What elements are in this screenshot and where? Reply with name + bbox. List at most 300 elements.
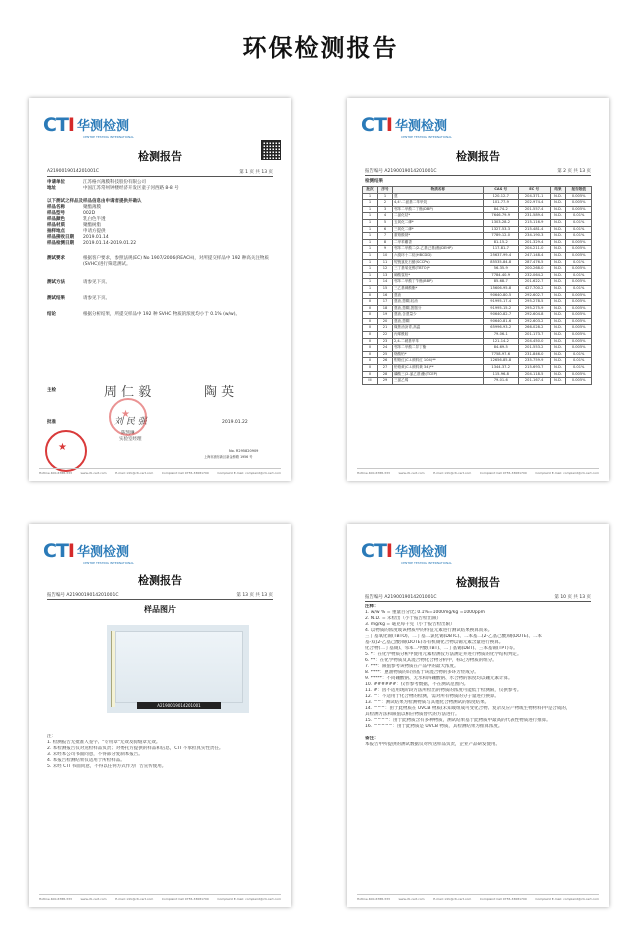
table-cell: 重铬酸钠* xyxy=(392,233,483,240)
table-header-row: 批次 序号 物质名称 CAS 号 EC 号 结果 报告限值 xyxy=(363,187,592,194)
table-cell: 91995-15-2 xyxy=(483,305,518,312)
sample-field: 样品接收日期 2019.01.14 xyxy=(47,235,109,240)
table-cell: 1 xyxy=(363,279,378,286)
table-cell: 0.005% xyxy=(566,246,592,253)
table-row xyxy=(363,239,592,246)
table-cell: N.D. xyxy=(550,239,566,246)
table-cell: 1 xyxy=(363,252,378,259)
table-row xyxy=(363,345,592,352)
table-row xyxy=(363,318,592,325)
results-table xyxy=(362,186,592,385)
table-cell: 15 xyxy=(377,285,392,292)
report-page-3 xyxy=(29,524,291,907)
table-cell: 铅铬黄(C.I.颜料黄 34)** xyxy=(392,365,483,372)
logo-cn: 华测检测 xyxy=(394,119,447,134)
table-cell: 81-15-2 xyxy=(483,239,518,246)
note-line: 15. ^^^^：由于此物质含有多种物质，测试结果基于此物质中最高的代表性物质进行推算。 xyxy=(365,718,551,723)
table-cell: 201-167-4 xyxy=(518,378,550,385)
table-cell: 266-028-2 xyxy=(518,325,550,332)
table-cell: 19 xyxy=(377,312,392,319)
doc-title: 检测报告 xyxy=(138,150,182,163)
sample-photo-title: 样品图片 xyxy=(144,605,176,614)
table-cell: 1327-53-3 xyxy=(483,226,518,233)
note-line: 14. ^^^：由于此物质在 UVCB 物质(未知或组成可变化合物、复杂反应产物或生物材料)中是合成的， xyxy=(365,706,571,711)
table-cell: 0.005% xyxy=(566,193,592,200)
table-cell: 12 xyxy=(377,266,392,273)
page-footer: Hotline 400-6788-333 www.cti-cert.com E-mail: info@cti-cert.com Complaint Call 0755-33681700 Complaint E-mail: complaint@cti-cert.com xyxy=(39,894,281,901)
table-cell: 25 xyxy=(377,351,392,358)
table-cell: 3 xyxy=(377,206,392,213)
logo-cn: 华测检测 xyxy=(76,545,129,560)
field-conclusion: 结论 根据分析结果，所提交样品中 192 种 SVHC 物质的浓度均小于 0.1% (w/w)。 xyxy=(47,312,240,317)
table-cell: 二氯化钴* xyxy=(392,213,483,220)
table-row xyxy=(363,351,592,358)
table-cell: 0.01% xyxy=(566,358,592,365)
table-cell: 427-700-2 xyxy=(518,285,550,292)
table-cell: 六溴环十二烷(HBCDD) xyxy=(392,252,483,259)
note-line: 3. mg/kg = 毫克每千克（小于报告检出限） xyxy=(365,622,455,627)
table-cell: 0.005% xyxy=(566,299,592,306)
report-header xyxy=(365,594,591,602)
signature-1: 周 仁 毅 xyxy=(104,385,152,400)
lab-address: 上海市浦东新区新金桥路 1956 号 xyxy=(204,455,253,459)
table-cell: 204-371-1 xyxy=(518,193,550,200)
table-cell: 1 xyxy=(363,193,378,200)
table-cell: 16 xyxy=(377,292,392,299)
logo-cti: CTI xyxy=(43,540,74,562)
table-cell: 7758-97-6 xyxy=(483,351,518,358)
doc-title: 检测报告 xyxy=(138,574,182,587)
table-cell: 7789-12-0 xyxy=(483,233,518,240)
table-cell: 11 xyxy=(377,259,392,266)
table-cell: 56-35-9 xyxy=(483,266,518,273)
table-row xyxy=(363,219,592,226)
annotations xyxy=(365,604,591,748)
table-cell: 1 xyxy=(363,213,378,220)
table-cell: 292-604-8 xyxy=(518,312,550,319)
remarks-text: 本报告中所提供的测试数据仅对所送样品负责，企业产品研发使用。 xyxy=(365,742,500,747)
table-cell: N.D. xyxy=(550,219,566,226)
table-row xyxy=(363,338,592,345)
table-row xyxy=(363,378,592,385)
table-row xyxy=(363,252,592,259)
table-cell: 1 xyxy=(363,266,378,273)
note-line: 4. 以物质的浓度或该物质中的特征元素进行测试结果换算而来。 xyxy=(365,628,493,633)
note-line: 其检测方法和限值以相应物质替代的方法进行。 xyxy=(365,712,460,717)
table-cell: 0.005% xyxy=(566,206,592,213)
table-cell: 9 xyxy=(377,246,392,253)
notes xyxy=(47,734,273,770)
table-cell: 90640-80-5 xyxy=(483,292,518,299)
table-cell: N.D. xyxy=(550,378,566,385)
table-cell: 蒽油,含蒽量少 xyxy=(392,312,483,319)
note-line: 化合物(二丁基锡)、邻苯二甲酸(TBT)、二丁基锡(DBT)、三苯基锡(TPT)等。 xyxy=(365,646,518,651)
sample-field: 样品材质 聚酯树脂 xyxy=(47,223,101,228)
table-cell: 101-77-9 xyxy=(483,200,518,207)
table-row xyxy=(363,305,592,312)
table-cell: II xyxy=(363,305,378,312)
note-line: 4. 本报告检测结果仅适用于所检样品。 xyxy=(47,758,125,763)
table-cell: N.D. xyxy=(550,325,566,332)
table-cell: II xyxy=(363,318,378,325)
table-cell: 235-759-9 xyxy=(518,358,550,365)
table-cell: 2,4-二硝基甲苯 xyxy=(392,338,483,345)
report-no: 报告编号 A2190019014201001C xyxy=(47,593,119,598)
field-applicant: 申请单位 江苏格兴薄膜科技股份有限公司 xyxy=(47,180,146,185)
approver-title: 实验室经理 xyxy=(119,437,142,442)
table-row xyxy=(363,193,592,200)
table-cell: 292-602-7 xyxy=(518,292,550,299)
note-line: 基-双(2-乙基己酸)锡(DOTE)等有机锡化合物以锡元素含量进行换算。 xyxy=(365,640,504,645)
table-cell: 0.005% xyxy=(566,200,592,207)
table-cell: 90640-81-6 xyxy=(483,318,518,325)
table-cell: 232-064-2 xyxy=(518,272,550,279)
table-cell: 0.01% xyxy=(566,351,592,358)
doc-title: 检测报告 xyxy=(456,576,500,589)
issue-date: 2019.01.22 xyxy=(222,420,248,425)
logo-cti: CTI xyxy=(43,114,74,136)
table-cell: 1 xyxy=(363,200,378,207)
table-row xyxy=(363,259,592,266)
page-no: 第 1 页 共 13 页 xyxy=(239,170,273,175)
note-line: 5. 未经 CTI 书面同意，不得以任何方式作为广告宣传使用。 xyxy=(47,764,167,769)
logo-en: CENTRE TESTING INTERNATIONAL xyxy=(401,135,452,139)
note-line: 11. #：因不适用现阶段方法所检出的物质的浓度可能低于检测限，仅供参考。 xyxy=(365,688,522,693)
table-cell: 铬酸铅* xyxy=(392,351,483,358)
page-no: 第 10 页 共 13 页 xyxy=(554,595,591,600)
table-cell: 邻苯二甲酸二异丁酯 xyxy=(392,345,483,352)
table-row xyxy=(363,233,592,240)
table-row xyxy=(363,226,592,233)
note-line: 注： xyxy=(47,734,56,739)
table-cell: N.D. xyxy=(550,285,566,292)
film-sheet xyxy=(115,631,243,703)
table-cell: 121-14-2 xyxy=(483,338,518,345)
table-cell: II xyxy=(363,292,378,299)
table-cell: 0.01% xyxy=(566,285,592,292)
sample-field: 抽样地点 申请方提供 xyxy=(47,229,106,234)
table-cell: 201-553-2 xyxy=(518,345,550,352)
results-section-title: 检测结果 xyxy=(365,179,383,184)
table-cell: 邻苯二甲酸二丁酯(DBP) xyxy=(392,206,483,213)
table-cell: 204-211-0 xyxy=(518,246,550,253)
table-cell: 79-06-1 xyxy=(483,332,518,339)
stamp-star-icon: ★ xyxy=(58,442,67,453)
table-cell: 292-603-2 xyxy=(518,318,550,325)
table-cell: 27 xyxy=(377,365,392,372)
table-row xyxy=(363,292,592,299)
table-cell: 1 xyxy=(363,285,378,292)
table-cell: 蒽油 xyxy=(392,292,483,299)
table-cell: 0.005% xyxy=(566,312,592,319)
table-cell: 215-116-9 xyxy=(518,219,550,226)
table-cell: II xyxy=(363,371,378,378)
table-cell: 0.01% xyxy=(566,259,592,266)
table-cell: 247-148-4 xyxy=(518,252,550,259)
table-cell: 三氧化二砷* xyxy=(392,226,483,233)
page-footer: Hotline 400-6788-333 www.cti-cert.com E-mail: info@cti-cert.com Complaint Call 0755-33681700 Complaint E-mail: complaint@cti-cert.com xyxy=(357,894,599,901)
approver-label: 批准 xyxy=(47,420,56,425)
table-cell: 0.005% xyxy=(566,266,592,273)
table-cell: N.D. xyxy=(550,345,566,352)
table-cell: 邻苯二甲酸二(2-乙基己基)酯(DEHP) xyxy=(392,246,483,253)
note-line: 3. 未经本公司书面同意，不得部分复制本报告。 xyxy=(47,752,143,757)
table-cell: 0.01% xyxy=(566,272,592,279)
note-line: 2. N.D. = 未检出（小于报告检出限） xyxy=(365,616,442,621)
note-line: 16. ^^^^^：由于此物质是 UVCB 物质，其检测结果为推算浓度。 xyxy=(365,724,503,729)
table-cell: 90640-82-7 xyxy=(483,312,518,319)
table-cell: 234-190-3 xyxy=(518,233,550,240)
table-cell: 丙烯酰胺 xyxy=(392,332,483,339)
table-cell: N.D. xyxy=(550,272,566,279)
cti-logo xyxy=(43,540,134,565)
sample-section-title: 以下测试之样品及样品信息由申请者提供并确认 xyxy=(47,199,142,204)
table-cell: 1 xyxy=(377,193,392,200)
cti-logo xyxy=(361,540,452,565)
table-cell: 17 xyxy=(377,299,392,306)
table-cell: 蒽油,蒽糊,蒽馏分 xyxy=(392,305,483,312)
table-cell: N.D. xyxy=(550,358,566,365)
note-line: 1. w/w % = 重量百分比; 0.1%=1000mg/kg =1000ppm xyxy=(365,610,486,615)
report-header xyxy=(47,169,273,177)
table-cell: N.D. xyxy=(550,252,566,259)
notes-title: 注释： xyxy=(365,604,379,609)
table-cell: 蒽油,蒽糊 xyxy=(392,318,483,325)
table-cell: N.D. xyxy=(550,312,566,319)
table-cell: 4,4'-二氨基二苯甲烷 xyxy=(392,200,483,207)
logo-cti: CTI xyxy=(361,114,392,136)
table-cell: II xyxy=(363,345,378,352)
table-cell: 钼铬红(C.I.颜料红 104)** xyxy=(392,358,483,365)
table-cell: 15606-95-8 xyxy=(483,285,518,292)
table-row xyxy=(363,206,592,213)
page-no: 第 2 页 共 13 页 xyxy=(557,169,591,174)
table-cell: 204-450-0 xyxy=(518,338,550,345)
table-cell: 磷酸三(2-氯乙基)酯(TCEP) xyxy=(392,371,483,378)
note-line: 7. ***：限值参考该物质在产品中的最大浓度。 xyxy=(365,664,459,669)
table-row xyxy=(363,213,592,220)
table-row xyxy=(363,246,592,253)
table-cell: 28 xyxy=(377,371,392,378)
note-line: 5. *：在化学物质分析中使用元素检测仪方法测定并进行物质的化学结构判定。 xyxy=(365,652,522,657)
table-cell: 85-68-7 xyxy=(483,279,518,286)
note-line: 12. ^：不适用于化合物的检测，需对所有物质的分子量进行换算。 xyxy=(365,694,499,699)
table-cell: N.D. xyxy=(550,318,566,325)
table-cell: N.D. xyxy=(550,279,566,286)
table-cell: 201-173-7 xyxy=(518,332,550,339)
table-cell: 202-974-4 xyxy=(518,200,550,207)
table-cell: 2 xyxy=(377,200,392,207)
table-cell: II xyxy=(363,338,378,345)
table-cell: II xyxy=(363,332,378,339)
table-cell: 115-96-8 xyxy=(483,371,518,378)
table-cell: 4 xyxy=(377,213,392,220)
table-cell: 201-557-4 xyxy=(518,206,550,213)
logo-cti: CTI xyxy=(361,540,392,562)
table-cell: 0.005% xyxy=(566,338,592,345)
table-cell: N.D. xyxy=(550,259,566,266)
table-cell: 20 xyxy=(377,318,392,325)
signature-3: 刘 民 强 xyxy=(114,417,147,427)
table-cell: 201-622-7 xyxy=(518,279,550,286)
table-cell: 23 xyxy=(377,338,392,345)
table-cell: 12656-85-8 xyxy=(483,358,518,365)
table-cell: 1 xyxy=(363,226,378,233)
table-cell: N.D. xyxy=(550,213,566,220)
sample-field: 样品型号 002D xyxy=(47,211,96,216)
table-cell: 0.005% xyxy=(566,239,592,246)
table-cell: 三氯乙烯 xyxy=(392,378,483,385)
table-cell: 0.01% xyxy=(566,233,592,240)
note-line: 1. 检测报告无批准人签字、"专用章"无效及骑缝章无效。 xyxy=(47,740,161,745)
table-cell: 0.005% xyxy=(566,292,592,299)
table-cell: 1 xyxy=(363,233,378,240)
table-cell: 二甲苯麝香 xyxy=(392,239,483,246)
table-cell: 五氧化二砷* xyxy=(392,219,483,226)
table-cell: N.D. xyxy=(550,266,566,273)
report-no: 报告编号 A2190019014201001C xyxy=(365,169,437,174)
table-cell: 0.005% xyxy=(566,332,592,339)
page-footer: Hotline 400-6788-333 www.cti-cert.com E-mail: info@cti-cert.com Complaint Call 0755-33681700 Complaint E-mail: complaint@cti-cert.com xyxy=(39,468,281,475)
field-address: 地址 中国江苏常州钟楼经济开发区童子河西路 8-8 号 xyxy=(47,186,179,191)
table-cell: 三乙基砷酸酯* xyxy=(392,285,483,292)
table-row xyxy=(363,358,592,365)
table-row xyxy=(363,200,592,207)
table-cell: II xyxy=(363,299,378,306)
table-cell: 1 xyxy=(363,206,378,213)
table-cell: 煤焦油沥青,高温 xyxy=(392,325,483,332)
table-cell: N.D. xyxy=(550,365,566,372)
table-cell: N.D. xyxy=(550,226,566,233)
report-no: 报告编号 A2190019014201001C xyxy=(365,595,437,600)
signature-2: 陶 英 xyxy=(204,385,235,400)
table-cell: 201-329-4 xyxy=(518,239,550,246)
note-line: 三丁基氧化锡(TBTO)、二丁基二氯化锡(DBTC)、二苯基二(2-乙基己酸)锡(DOTE)、二苯 xyxy=(365,634,542,639)
table-cell: 1 xyxy=(363,259,378,266)
page-no: 第 13 页 共 13 页 xyxy=(236,593,273,598)
report-page-2 xyxy=(347,98,609,481)
table-row xyxy=(363,272,592,279)
page-footer: Hotline 400-6788-333 www.cti-cert.com E-mail: info@cti-cert.com Complaint Call 0755-33681700 Complaint E-mail: complaint@cti-cert.com xyxy=(357,468,599,475)
note-line: 8. ****：蒽油物质的识别基于该混合物的多环芳烃成分。 xyxy=(365,670,479,675)
table-cell: N.D. xyxy=(550,292,566,299)
table-cell: 13 xyxy=(377,272,392,279)
table-cell: 14 xyxy=(377,279,392,286)
table-cell: 79-01-6 xyxy=(483,378,518,385)
table-cell: N.D. xyxy=(550,351,566,358)
logo-en: CENTRE TESTING INTERNATIONAL xyxy=(83,135,134,139)
report-page-1 xyxy=(29,98,291,481)
table-cell: 29 xyxy=(377,378,392,385)
table-cell: 7 xyxy=(377,233,392,240)
table-cell: N.D. xyxy=(550,305,566,312)
table-cell: 231-589-4 xyxy=(518,213,550,220)
sample-label: A2190019014201001 xyxy=(137,702,221,709)
table-row xyxy=(363,279,592,286)
table-cell: II xyxy=(363,351,378,358)
table-cell: 204-118-5 xyxy=(518,371,550,378)
table-cell: N.D. xyxy=(550,332,566,339)
table-cell: 26 xyxy=(377,358,392,365)
table-cell: N.D. xyxy=(550,193,566,200)
note-line: 10. ######：仅作参考数据，不在测试范围内。 xyxy=(365,682,469,687)
table-cell: 295-275-9 xyxy=(518,305,550,312)
table-cell: 1 xyxy=(363,219,378,226)
table-cell: 18 xyxy=(377,305,392,312)
table-cell: 0.01% xyxy=(566,226,592,233)
table-cell: N.D. xyxy=(550,206,566,213)
table-cell: 三丁基氧化锡(TBTO)* xyxy=(392,266,483,273)
field-method: 测试要求 根据客户要求，参照法规(EC) No 1907/2006(REACH)，对所提交样品中 192 种高关注物质(SVHC)进行筛选测试。 xyxy=(47,256,269,267)
table-row xyxy=(363,285,592,292)
table-cell: 0.01% xyxy=(566,213,592,220)
table-cell: 200-268-0 xyxy=(518,266,550,273)
table-cell: 7784-40-9 xyxy=(483,272,518,279)
table-cell: 0.005% xyxy=(566,279,592,286)
table-cell: 0.01% xyxy=(566,365,592,372)
table-cell: 0.005% xyxy=(566,378,592,385)
table-cell: III xyxy=(363,378,378,385)
table-cell: 蒽 xyxy=(392,193,483,200)
note-line: 9. *****：不同硼酸钠、无水和四硼酸钠、水合物的浓度均以硼元素计算。 xyxy=(365,676,513,681)
table-cell: 6 xyxy=(377,226,392,233)
table-row xyxy=(363,371,592,378)
table-cell: 10 xyxy=(377,252,392,259)
table-cell: 0.005% xyxy=(566,318,592,325)
table-cell: 84-69-5 xyxy=(483,345,518,352)
logo-cn: 华测检测 xyxy=(76,119,129,134)
table-cell: 8 xyxy=(377,239,392,246)
table-cell: N.D. xyxy=(550,338,566,345)
table-cell: N.D. xyxy=(550,299,566,306)
table-row xyxy=(363,312,592,319)
sig1-label: 主检 xyxy=(47,388,56,393)
cti-logo xyxy=(361,114,452,139)
table-cell: 1344-37-2 xyxy=(483,365,518,372)
table-cell: 84-74-2 xyxy=(483,206,518,213)
logo-cn: 华测检测 xyxy=(394,545,447,560)
table-row xyxy=(363,325,592,332)
ruler xyxy=(111,631,115,707)
report-page-4 xyxy=(347,524,609,907)
table-cell: 231-846-0 xyxy=(518,351,550,358)
doc-title: 检测报告 xyxy=(456,150,500,163)
table-cell: 0.005% xyxy=(566,252,592,259)
table-cell: 1 xyxy=(363,246,378,253)
logo-en: CENTRE TESTING INTERNATIONAL xyxy=(83,561,134,565)
table-cell: 蒽油,蒽糊,轻油 xyxy=(392,299,483,306)
table-cell: 287-476-5 xyxy=(518,259,550,266)
field-test-method: 测试方法 请参见下页。 xyxy=(47,280,110,285)
table-cell: 215-693-7 xyxy=(518,365,550,372)
table-cell: II xyxy=(363,358,378,365)
table-cell: 295-278-5 xyxy=(518,299,550,306)
table-cell: 21 xyxy=(377,325,392,332)
page-title: 环保检测报告 xyxy=(242,34,399,62)
table-cell: 0.005% xyxy=(566,325,592,332)
table-cell: N.D. xyxy=(550,233,566,240)
approver-name: 陈凯琳 xyxy=(121,431,135,436)
table-cell: 65996-93-2 xyxy=(483,325,518,332)
table-cell: 25637-99-4 xyxy=(483,252,518,259)
table-cell: II xyxy=(363,365,378,372)
table-row xyxy=(363,332,592,339)
note-line: 13. ^^：测试结果为检测物质与其他化合物测试的浓度结果。 xyxy=(365,700,490,705)
table-cell: 短链氯化石蜡(SCCPs) xyxy=(392,259,483,266)
table-cell: 91995-17-4 xyxy=(483,299,518,306)
table-cell: 0.01% xyxy=(566,219,592,226)
logo-en: CENTRE TESTING INTERNATIONAL xyxy=(401,561,452,565)
